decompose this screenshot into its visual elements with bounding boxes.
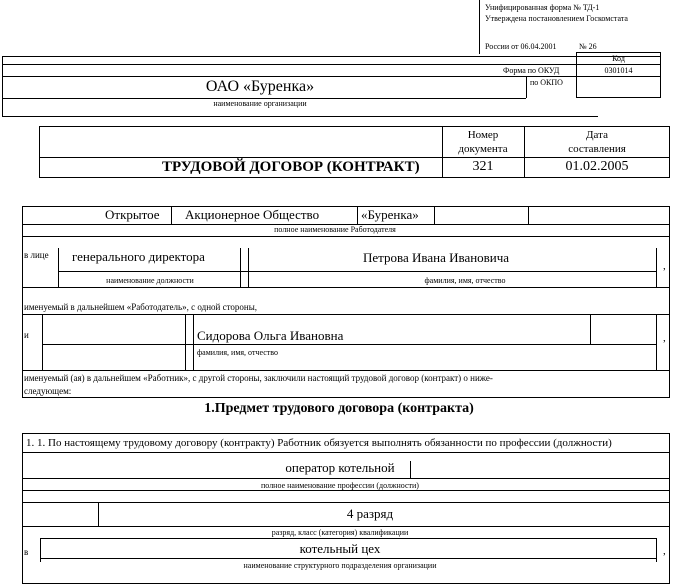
employer-name-part1: Открытое: [105, 207, 160, 222]
grade-caption: разряд, класс (категория) квалификации: [271, 528, 409, 537]
profession-caption: полное наименование профессии (должности): [261, 481, 419, 490]
in-person-label: в лице: [24, 250, 49, 260]
okud-label: Форма по ОКУД: [503, 66, 560, 75]
department-comma: ,: [663, 545, 666, 557]
employer-person-caption: фамилия, имя, отчество: [424, 276, 506, 285]
department-caption: наименование структурного подразделения организации: [243, 561, 437, 570]
and-label: и: [24, 330, 29, 340]
document-number-header: Номер документа: [458, 129, 508, 155]
form-header-line3-prefix: России от 06.04.2001: [485, 42, 557, 51]
employee-name: Сидорова Ольга Ивановна: [197, 328, 344, 343]
form-header-line1: Унифицированная форма № ТД-1: [485, 3, 600, 12]
code-header: Код: [612, 54, 625, 63]
in-label: в: [24, 547, 29, 557]
employee-hereinafter-line1: именуемый (ая) в дальнейшем «Работник», с другой стороны, заключили настоящий трудовой договор (контракт) о ниже-: [24, 373, 493, 383]
organization-caption: наименование организации: [213, 99, 307, 108]
document-date: 01.02.2005: [565, 159, 629, 174]
employee-hereinafter-line2: следующем:: [24, 386, 72, 396]
employee-name-caption: фамилия, имя, отчество: [197, 348, 278, 357]
department: котельный цех: [299, 541, 381, 556]
employer-name-caption: полное наименование Работодателя: [274, 225, 396, 234]
form-header-line2: Утверждена постановлением Госкомстата: [485, 14, 628, 23]
employer-position: генерального директора: [72, 249, 205, 264]
okpo-label: по ОКПО: [530, 78, 563, 87]
employer-person: Петрова Ивана Ивановича: [363, 250, 510, 265]
document-number: 321: [472, 159, 494, 174]
form-header-line3-number: № 26: [579, 42, 597, 51]
employee-name-comma: ,: [663, 332, 666, 344]
profession: оператор котельной: [285, 460, 395, 475]
employer-name-part2: Акционерное Общество: [185, 207, 320, 222]
grade: 4 разряд: [346, 506, 394, 521]
document-title: ТРУДОВОЙ ДОГОВОР (КОНТРАКТ): [162, 159, 420, 175]
okud-value: 0301014: [604, 66, 633, 75]
employer-name-part3: «Буренка»: [361, 207, 419, 222]
organization-name: ОАО «Буренка»: [205, 78, 315, 95]
employer-hereinafter: именуемый в дальнейшем «Работодатель», с одной стороны,: [24, 302, 258, 312]
section1-title: 1.Предмет трудового договора (контракта): [204, 401, 474, 416]
employer-position-caption: наименование должности: [106, 276, 194, 285]
document-date-header: Дата составления: [568, 129, 626, 155]
employer-person-comma: ,: [663, 260, 666, 272]
section1-clause: 1. 1. По настоящему трудовому договору (контракту) Работник обязуется выполнять обязанности по профессии (должности): [26, 437, 612, 449]
